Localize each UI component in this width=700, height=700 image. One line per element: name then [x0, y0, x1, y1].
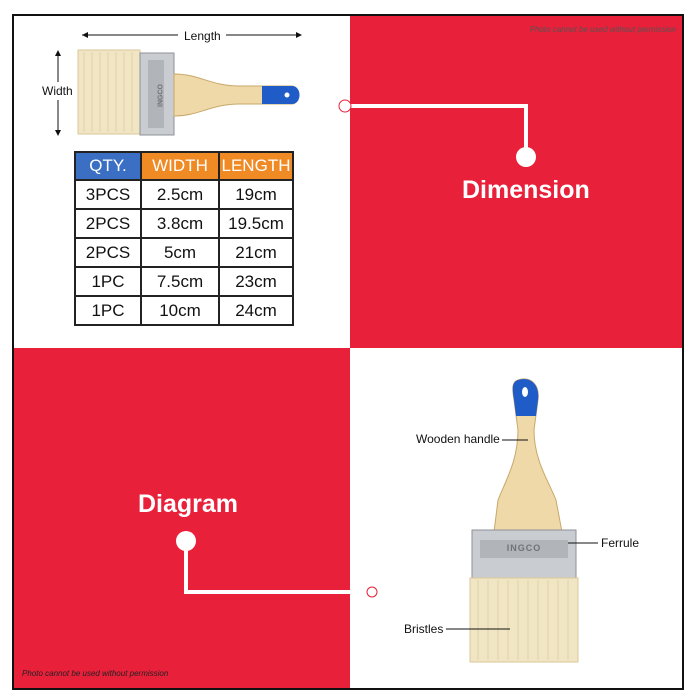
cell-width: 2.5cm — [141, 180, 219, 209]
watermark-bottom: Photo cannot be used without permission — [22, 669, 169, 678]
ferrule-imprint-large: INGCO — [506, 543, 542, 553]
cell-width: 5cm — [141, 238, 219, 267]
dimension-heading: Dimension — [462, 176, 590, 204]
ferrule-callout-label: Ferrule — [601, 536, 640, 550]
cell-width: 10cm — [141, 296, 219, 325]
length-label: Length — [184, 29, 221, 43]
cell-length: 23cm — [219, 267, 293, 296]
width-label: Width — [42, 84, 73, 98]
cell-qty: 2PCS — [75, 238, 141, 267]
header-qty: QTY. — [75, 152, 141, 180]
cell-qty: 1PC — [75, 296, 141, 325]
diagram-heading: Diagram — [138, 490, 239, 518]
header-width: WIDTH — [141, 152, 219, 180]
watermark-top: Photo cannot be used without permission — [529, 25, 676, 34]
handle-callout-label: Wooden handle — [416, 432, 500, 446]
cell-length: 24cm — [219, 296, 293, 325]
cell-qty: 2PCS — [75, 209, 141, 238]
cell-length: 21cm — [219, 238, 293, 267]
bristles-callout-label: Bristles — [404, 622, 444, 636]
ferrule-imprint-small: INGCO — [157, 84, 165, 107]
header-length: LENGTH — [219, 152, 293, 180]
cell-qty: 3PCS — [75, 180, 141, 209]
cell-qty: 1PC — [75, 267, 141, 296]
cell-width: 3.8cm — [141, 209, 219, 238]
frame-border — [12, 14, 684, 690]
cell-length: 19.5cm — [219, 209, 293, 238]
cell-length: 19cm — [219, 180, 293, 209]
cell-width: 7.5cm — [141, 267, 219, 296]
